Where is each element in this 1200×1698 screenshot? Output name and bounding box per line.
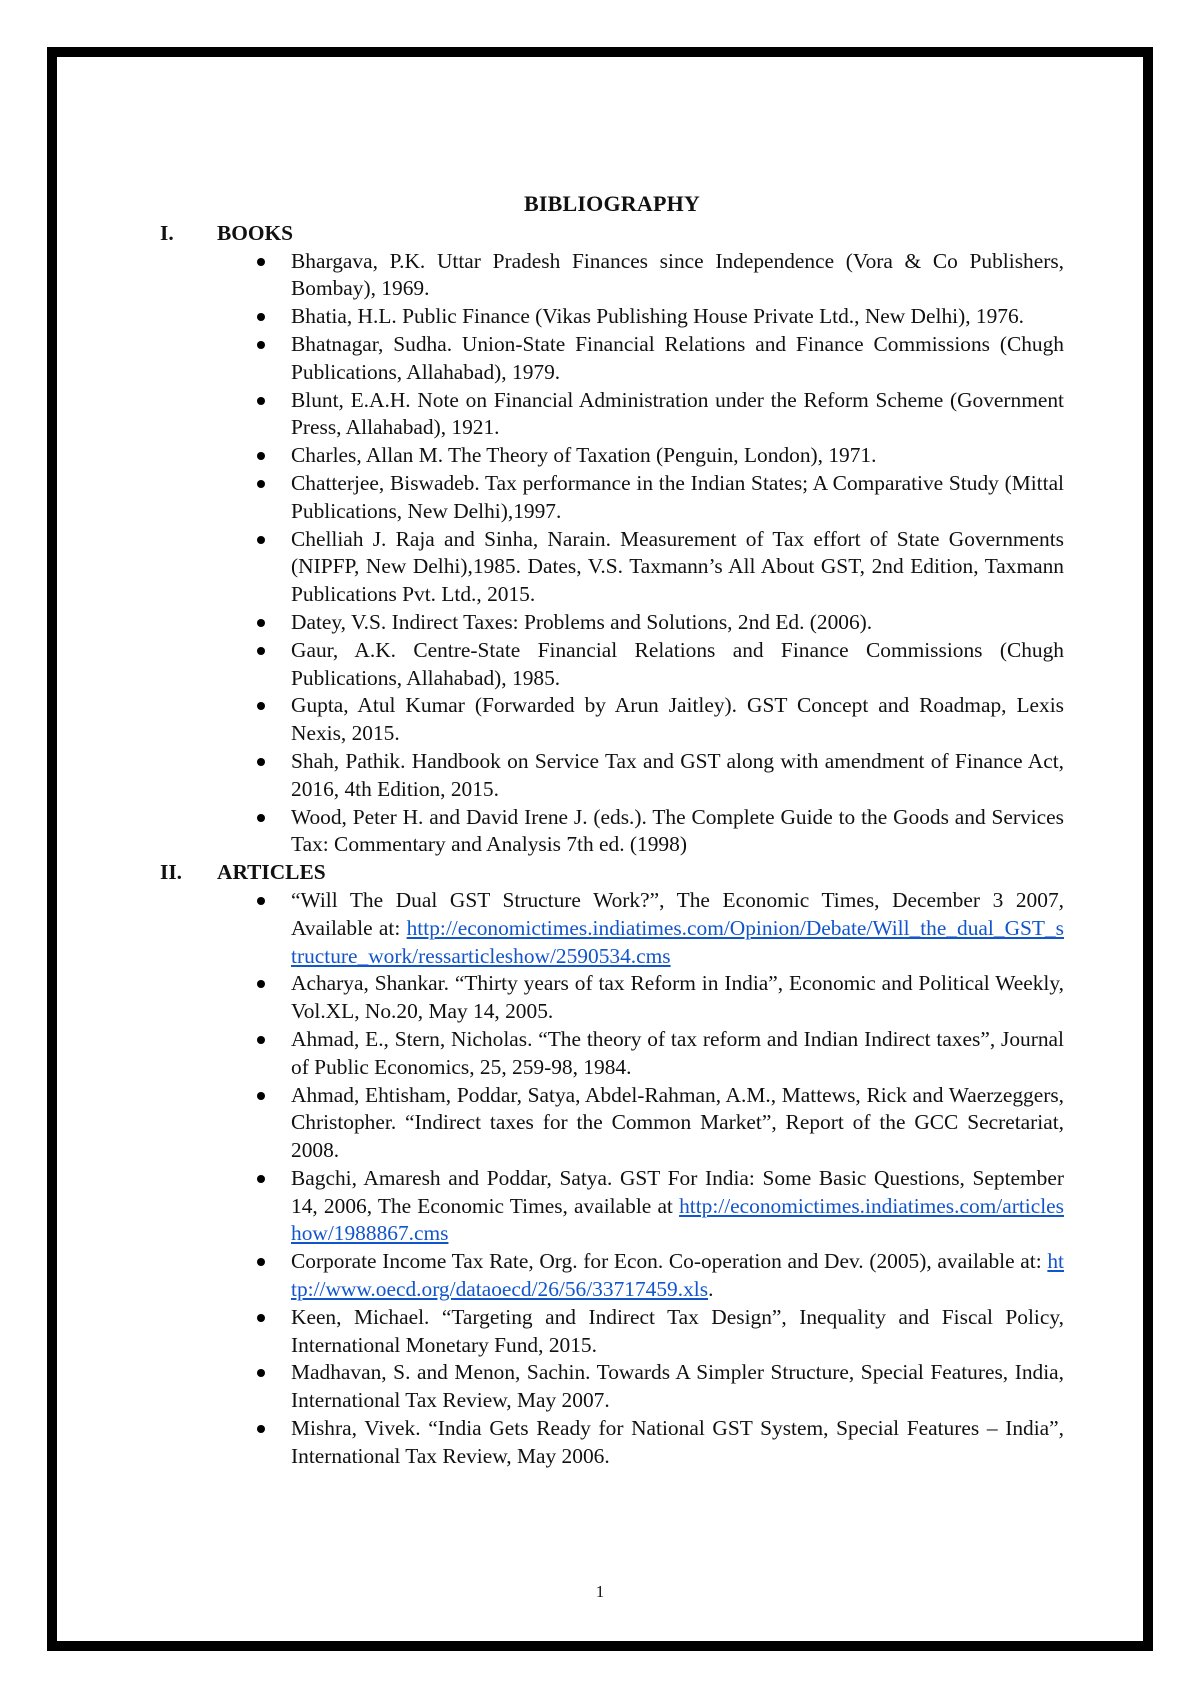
entry-text: Mishra, Vivek. “India Gets Ready for National GST System, Special Features – India”, International Tax Review, May 2006. <box>291 1416 1064 1468</box>
document-body <box>160 190 1064 1471</box>
bibliography-entry <box>291 387 1064 443</box>
section-title: BOOKS <box>217 220 294 245</box>
bibliography-entry <box>291 1026 1064 1082</box>
entry-text: “Will The Dual GST Structure Work?”, The Economic Times, December 3 2007, Available at: <box>291 887 1064 940</box>
entry-trailing-text: . <box>708 1277 714 1302</box>
bullet-icon <box>257 814 265 822</box>
bibliography-entry <box>291 748 1064 804</box>
entry-text: Corporate Income Tax Rate, Org. for Econ. Co-operation and Dev. (2005), available at: <box>291 1249 1048 1274</box>
entry-link[interactable]: http://www.oecd.org/dataoecd/26/56/33717459.xls <box>291 1249 1064 1302</box>
section-number: I. <box>160 220 174 245</box>
entry-text: Bhargava, P.K. Uttar Pradesh Finances since Independence (Vora & Co Publishers, Bombay), 1969. <box>291 248 1064 301</box>
entry-text: Blunt, E.A.H. Note on Financial Administration under the Reform Scheme (Government Press, Allahabad), 1921. <box>291 387 1064 440</box>
bibliography-entry <box>291 970 1064 1026</box>
entry-list <box>160 248 1064 860</box>
bullet-icon <box>257 341 265 349</box>
page-number: 1 <box>595 1582 605 1601</box>
bibliography-entry <box>291 248 1064 304</box>
entry-text: Chatterjee, Biswadeb. Tax performance in the Indian States; A Comparative Study (Mittal Publications, New Delhi),1997. <box>291 470 1064 523</box>
bibliography-entry <box>291 526 1064 609</box>
bibliography-entry <box>291 1082 1064 1165</box>
bullet-icon <box>257 758 265 766</box>
entry-text: Gaur, A.K. Centre-State Financial Relations and Finance Commissions (Chugh Publications, Allahabad), 1985. <box>291 637 1064 690</box>
bibliography-entry <box>291 1165 1064 1248</box>
entry-text: Datey, V.S. Indirect Taxes: Problems and Solutions, 2nd Ed. (2006). <box>291 609 873 634</box>
entry-text: Shah, Pathik. Handbook on Service Tax and GST along with amendment of Finance Act, 2016, 4th Edition, 2015. <box>291 748 1064 801</box>
entry-text: Bagchi, Amaresh and Poddar, Satya. GST For India: Some Basic Questions, September 14, 2006, The Economic Times, available at <box>291 1165 1064 1218</box>
bullet-icon <box>257 1314 265 1322</box>
bibliography-entry <box>291 887 1064 970</box>
entry-text: Gupta, Atul Kumar (Forwarded by Arun Jaitley). GST Concept and Roadmap, Lexis Nexis, 2015. <box>291 693 1064 746</box>
section-number: II. <box>160 860 182 885</box>
bibliography-entry <box>291 692 1064 748</box>
bibliography-entry <box>291 331 1064 387</box>
entry-text: Bhatia, H.L. Public Finance (Vikas Publishing House Private Ltd., New Delhi), 1976. <box>291 304 1025 329</box>
section-heading <box>160 859 1064 887</box>
section-title: ARTICLES <box>217 860 326 885</box>
entry-text: Madhavan, S. and Menon, Sachin. Towards A Simpler Structure, Special Features, India, International Tax Review, May 2007. <box>291 1360 1064 1413</box>
bullet-icon <box>257 452 265 460</box>
bibliography-entry <box>291 1359 1064 1415</box>
bullet-icon <box>257 647 265 655</box>
bullet-icon <box>257 397 265 405</box>
bibliography-entry <box>291 637 1064 693</box>
entry-text: Chelliah J. Raja and Sinha, Narain. Measurement of Tax effort of State Governments (NIPFP, New Delhi),1985. Dates, V.S. Taxmann’s All About GST, 2nd Edition, Taxmann Publications Pvt. Ltd., 2015. <box>291 526 1064 607</box>
bibliography-entry <box>291 1304 1064 1360</box>
entry-text: Wood, Peter H. and David Irene J. (eds.). The Complete Guide to the Goods and Services Tax: Commentary and Analysis 7th ed. (1998) <box>291 804 1064 857</box>
entry-list <box>160 887 1064 1471</box>
bullet-icon <box>257 1369 265 1377</box>
bullet-icon <box>257 702 265 710</box>
bullet-icon <box>257 1036 265 1044</box>
bullet-icon <box>257 897 265 905</box>
entry-text: Ahmad, E., Stern, Nicholas. “The theory of tax reform and Indian Indirect taxes”, Journal of Public Economics, 25, 259-98, 1984. <box>291 1026 1064 1079</box>
bullet-icon <box>257 1258 265 1266</box>
bullet-icon <box>257 1175 265 1183</box>
entry-text: Keen, Michael. “Targeting and Indirect Tax Design”, Inequality and Fiscal Policy, International Monetary Fund, 2015. <box>291 1304 1064 1357</box>
entry-text: Acharya, Shankar. “Thirty years of tax Reform in India”, Economic and Political Weekly, Vol.XL, No.20, May 14, 2005. <box>291 971 1064 1024</box>
bullet-icon <box>257 1092 265 1100</box>
bibliography-entry <box>291 442 1064 470</box>
entry-text: Ahmad, Ehtisham, Poddar, Satya, Abdel-Rahman, A.M., Mattews, Rick and Waerzeggers, Christopher. “Indirect taxes for the Common Market”, Report of the GCC Secretariat, 2008. <box>291 1082 1064 1163</box>
document-title: BIBLIOGRAPHY <box>524 191 700 216</box>
bibliography-entry <box>291 470 1064 526</box>
bullet-icon <box>257 258 265 266</box>
bibliography-entry <box>291 303 1064 331</box>
bullet-icon <box>257 1425 265 1433</box>
bibliography-entry <box>291 609 1064 637</box>
bullet-icon <box>257 619 265 627</box>
bullet-icon <box>257 980 265 988</box>
bibliography-entry <box>291 1248 1064 1304</box>
bibliography-sections <box>160 220 1064 1471</box>
bullet-icon <box>257 480 265 488</box>
entry-link[interactable]: http://economictimes.indiatimes.com/Opinion/Debate/Will_the_dual_GST_structure_work/ressarticleshow/2590534.cms <box>291 915 1064 968</box>
section-heading <box>160 220 1064 248</box>
bibliography-entry <box>291 1415 1064 1471</box>
bibliography-entry <box>291 804 1064 860</box>
bullet-icon <box>257 536 265 544</box>
bullet-icon <box>257 313 265 321</box>
entry-link[interactable]: http://economictimes.indiatimes.com/articleshow/1988867.cms <box>291 1193 1064 1246</box>
entry-text: Charles, Allan M. The Theory of Taxation (Penguin, London), 1971. <box>291 443 877 468</box>
entry-text: Bhatnagar, Sudha. Union-State Financial Relations and Finance Commissions (Chugh Publications, Allahabad), 1979. <box>291 331 1064 384</box>
